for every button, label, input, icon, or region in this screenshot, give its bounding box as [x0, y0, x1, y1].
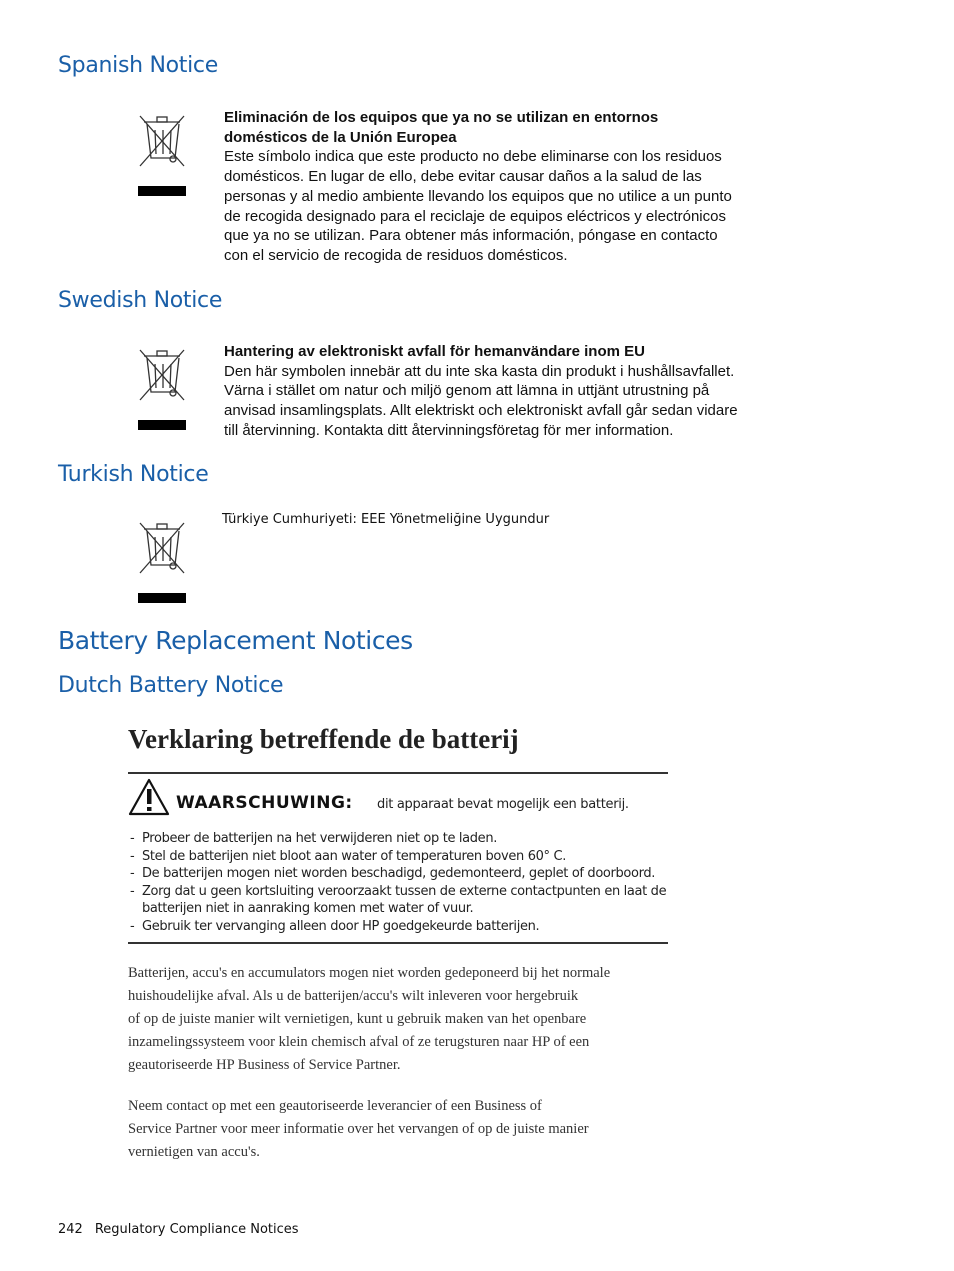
- bottom-rule: [128, 942, 668, 944]
- swedish-body-line: Värna i stället om natur och miljö genom att lämna in uttjänt utrustning på: [224, 382, 710, 400]
- page-number: 242: [58, 1222, 83, 1237]
- weee-bar: [138, 593, 186, 603]
- swedish-body-line: anvisad insamlingsplats. Allt elektriskt och elektroniskt avfall går sedan vidare: [224, 402, 738, 420]
- swedish-notice-heading: Swedish Notice: [58, 288, 223, 313]
- turkish-notice-heading: Turkish Notice: [58, 462, 209, 487]
- swedish-body-line: Den här symbolen innebär att du inte ska kasta din produkt i hushållsavfallet.: [224, 362, 735, 380]
- weee-bar: [138, 420, 186, 430]
- battery-paragraph-1: Batterijen, accu's en accumulators mogen niet worden gedeponeerd bij het normale huishoudelijke afval. Als u de batterijen/accu's wilt inleveren voor hergebruik of op de juiste manier wilt vernietigen, kunt u gebruik maken van het openbare inzamelingssysteem voor klein chemisch afval of ze terugsturen naar HP of een geautoriseerde HP Business of Service Partner.: [128, 964, 611, 1073]
- crossed-bin-icon: [138, 515, 188, 595]
- dutch-battery-notice: [128, 722, 668, 1164]
- warning-row: [128, 774, 668, 820]
- list-item: - Stel de batterijen niet bloot aan water of temperaturen boven 60° C.: [128, 848, 668, 866]
- weee-bar: [138, 186, 186, 196]
- weee-bin-icon: [138, 108, 194, 208]
- battery-notices-heading: Battery Replacement Notices: [58, 626, 413, 655]
- swedish-notice-text: [224, 342, 784, 441]
- swedish-body-line: till återvinning. Kontakta ditt återvinningsföretag för mer information.: [224, 421, 674, 439]
- list-item: - Zorg dat u geen kortsluiting veroorzaakt tussen de externe contactpunten en laat de batterijen niet in aanraking komen met water of vuur.: [128, 883, 668, 918]
- footer-section-title: Regulatory Compliance Notices: [94, 1222, 299, 1237]
- list-item: - De batterijen mogen niet worden beschadigd, gedemonteerd, geplet of doorboord.: [128, 865, 668, 883]
- spanish-notice-text: [224, 108, 784, 266]
- battery-warning-list: [128, 820, 668, 942]
- battery-notice-title: Verklaring betreffende de batterij: [128, 724, 519, 754]
- spanish-notice-heading: Spanish Notice: [58, 53, 218, 78]
- spanish-body-line: personas y al medio ambiente llevando los equipos que no utilice a un punto: [224, 187, 732, 205]
- spanish-body-line: de recogida designado para el reciclaje de equipos eléctricos y electrónicos: [224, 207, 726, 225]
- spanish-body-line: domésticos. En lugar de ello, debe evitar causar daños a la salud de las: [224, 168, 702, 186]
- crossed-bin-icon: [138, 342, 188, 422]
- crossed-bin-icon: [138, 108, 188, 188]
- list-item: - Probeer de batterijen na het verwijderen niet op te laden.: [128, 830, 668, 848]
- warning-label: WAARSCHUWING:: [176, 793, 353, 813]
- battery-paragraph-2: Neem contact op met een geautoriseerde leverancier of een Business of Service Partner voor meer informatie over het vervangen of op de juiste manier vernietigen van accu's.: [128, 1097, 589, 1160]
- weee-bin-icon: [138, 342, 194, 442]
- list-item: - Gebruik ter vervanging alleen door HP goedgekeurde batterijen.: [128, 918, 668, 936]
- spanish-title-line: domésticos de la Unión Europea: [224, 128, 457, 146]
- turkish-notice-text: Türkiye Cumhuriyeti: EEE Yönetmeliğine Uygundur: [222, 512, 550, 527]
- spanish-title-line: Eliminación de los equipos que ya no se utilizan en entornos: [224, 109, 659, 126]
- warning-text: dit apparaat bevat mogelijk een batterij.: [377, 797, 629, 812]
- swedish-title-line: Hantering av elektroniskt avfall för hemanvändare inom EU: [224, 343, 645, 360]
- warning-triangle-icon: [128, 778, 170, 816]
- spanish-body-line: que ya no se utilizan. Para obtener más información, póngase en contacto: [224, 227, 718, 245]
- dutch-battery-heading: Dutch Battery Notice: [58, 673, 284, 698]
- spanish-body-line: Este símbolo indica que este producto no debe eliminarse con los residuos: [224, 148, 722, 166]
- page-footer: [58, 1222, 299, 1237]
- spanish-body-line: con el servicio de recogida de residuos domésticos.: [224, 246, 568, 264]
- weee-bin-icon: [138, 515, 194, 615]
